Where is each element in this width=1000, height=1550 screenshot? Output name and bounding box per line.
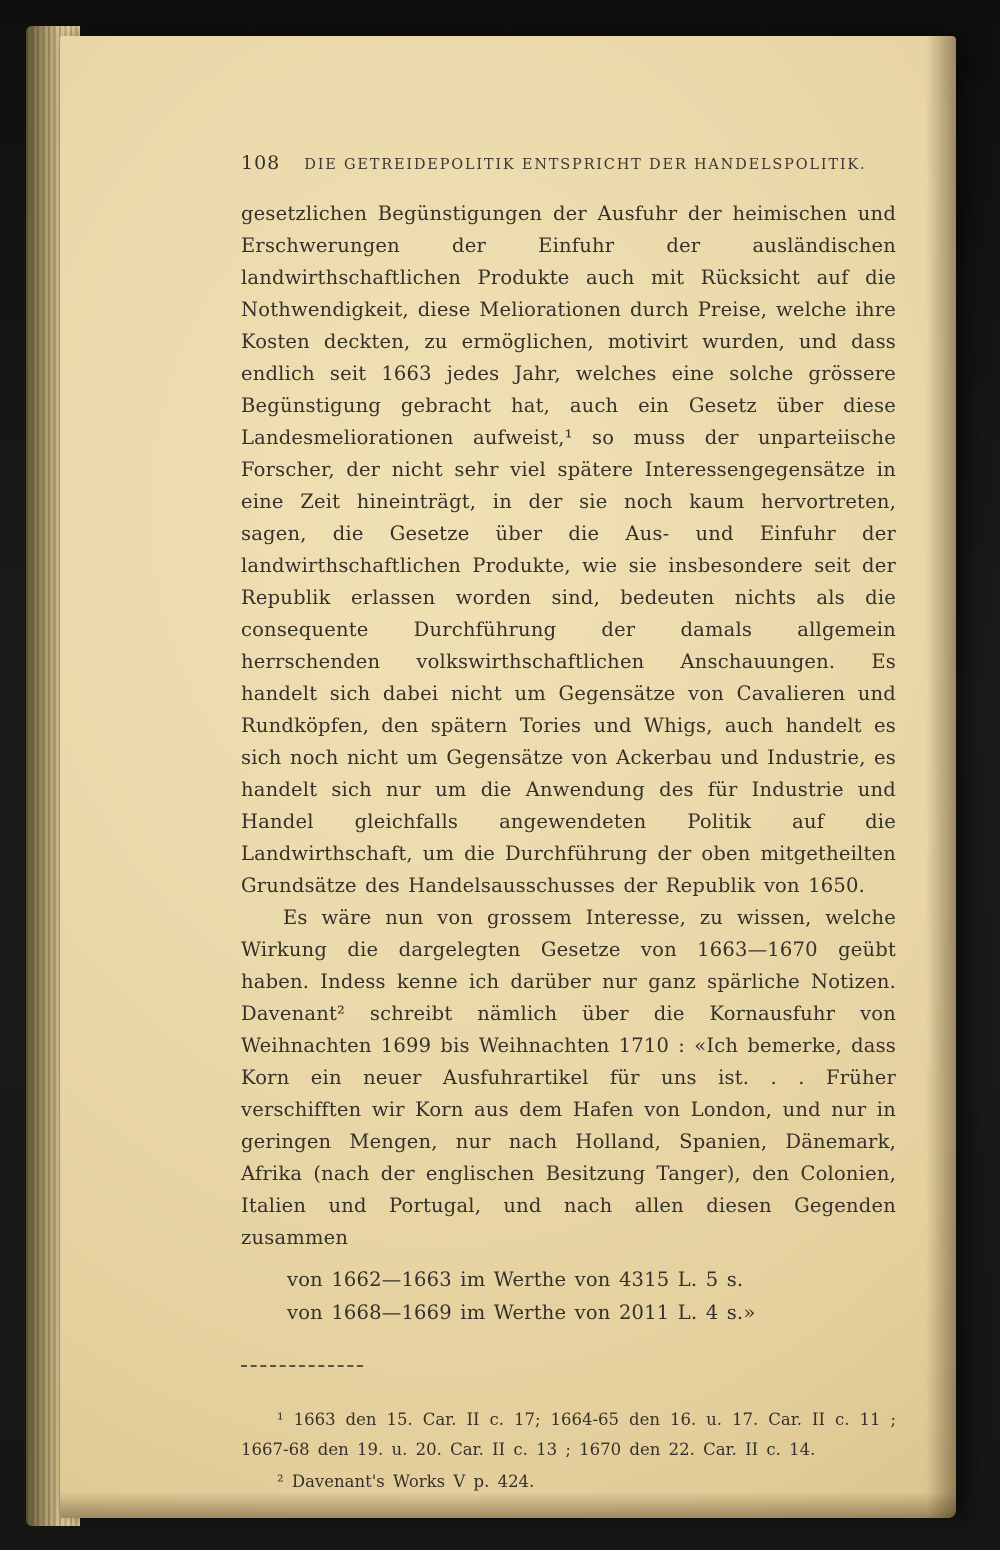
book-page [60, 36, 956, 1518]
quote-line-2: von 1668—1669 im Werthe von 2011 L. 4 s.» [287, 1301, 756, 1324]
page-header [241, 152, 896, 174]
page-content [241, 36, 896, 1497]
body-paragraph-2: Es wäre nun von grossem Interesse, zu wissen, welche Wirkung die dargelegten Gesetze von 1663—1670 geübt haben. Indess kenne ich darüber nur ganz spärliche Notizen. Davenant² schreibt nämlich über die Kornausfuhr von Weihnachten 1699 bis Weihnachten 1710 : «Ich bemerke, dass Korn ein neuer Ausfuhrartikel für uns ist. . . Früher verschifften wir Korn aus dem Hafen von London, und nur in geringen Mengen, nur nach Holland, Spanien, Dänemark, Afrika (nach der englischen Besitzung Tanger), den Colonien, Italien und Portugal, und nach allen diesen Gegenden zusammen [241, 906, 896, 1249]
quote-line-1: von 1662—1663 im Werthe von 4315 L. 5 s. [287, 1268, 744, 1291]
page-number: 108 [241, 152, 281, 174]
footnote-2: ² Davenant's Works V p. 424. [277, 1472, 535, 1491]
body-paragraph-1: gesetzlichen Begünstigungen der Ausfuhr der heimischen und Erschwerungen der Einfuhr der ausländischen landwirthschaftlichen Produkte auch mit Rücksicht auf die Nothwendigkeit, diese Meliorationen durch Preise, welche ihre Kosten deckten, zu ermöglichen, motivirt wurden, und dass endlich seit 1663 jedes Jahr, welches eine solche grössere Begünstigung gebracht hat, auch ein Gesetz über diese Landesmeliorationen aufweist,¹ so muss der unparteiische Forscher, der nicht sehr viel spätere Interessengegensätze in eine Zeit hineinträgt, in der sie noch kaum hervortreten, sagen, die Gesetze über die Aus- und Einfuhr der landwirthschaftlichen Produkte, wie sie insbesondere seit der Republik erlassen worden sind, bedeuten nichts als die consequente Durchführung der damals allgemein herrschenden volkswirthschaftlichen Anschauungen. Es handelt sich dabei nicht um Gegensätze von Cavalieren und Rundköpfen, den spätern Tories und Whigs, auch handelt es sich noch nicht um Gegensätze von Ackerbau und Industrie, es handelt sich nur um die Anwendung des für Industrie und Handel gleichfalls angewendeten Politik auf die Landwirthschaft, um die Durchführung der oben mitgetheilten Grundsätze des Handelsausschusses der Republik von 1650. [241, 202, 896, 897]
footnotes-block [241, 1405, 896, 1497]
footnote-1: ¹ 1663 den 15. Car. II c. 17; 1664-65 den 16. u. 17. Car. II c. 11 ; 1667-68 den 19. u. 20. Car. II c. 13 ; 1670 den 22. Car. II c. 14. [241, 1410, 896, 1459]
quoted-values-block [241, 1263, 896, 1329]
running-title: DIE GETREIDEPOLITIK ENTSPRICHT DER HANDELSPOLITIK. [304, 157, 867, 173]
footnote-separator [241, 1365, 363, 1367]
